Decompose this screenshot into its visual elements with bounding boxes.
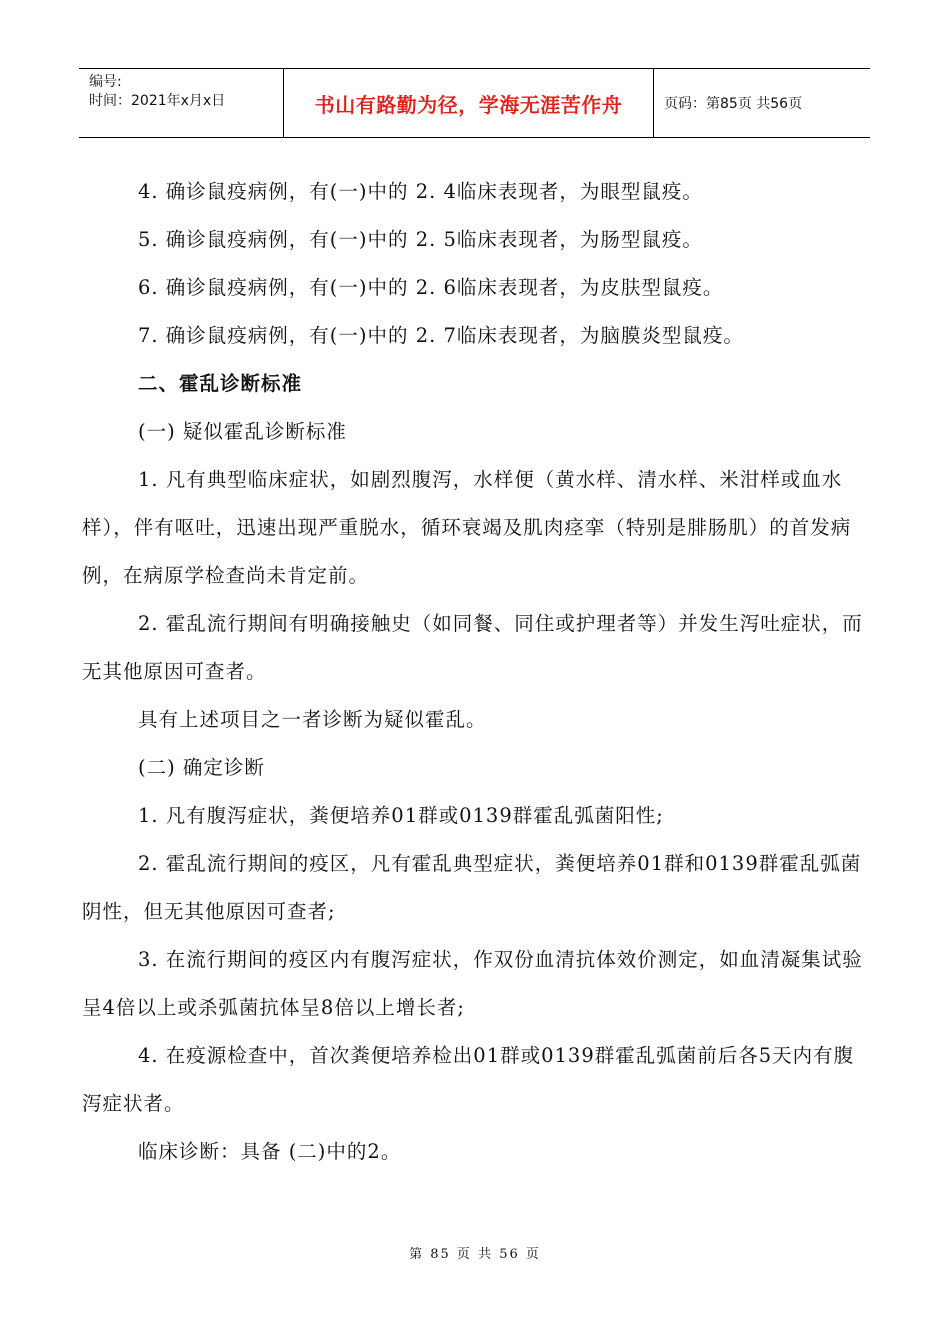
document-body <box>82 168 872 1176</box>
section-heading: 二、霍乱诊断标准 <box>138 372 303 395</box>
paragraph: 1. 凡有典型临床症状，如剧烈腹泻，水样便（黄水样、清水样、米泔样或血水样），伴有呕吐，迅速出现严重脱水，循环衰竭及肌肉痉挛（特别是腓肠肌）的首发病例，在病原学检查尚未肯定前。 <box>82 468 852 587</box>
paragraph: 4. 确诊鼠疫病例，有(一)中的 2. 4临床表现者，为眼型鼠疫。 <box>138 180 703 203</box>
paragraph: 2. 霍乱流行期间的疫区，凡有霍乱典型症状，粪便培养01群和0139群霍乱弧菌阴性，但无其他原因可查者; <box>82 852 862 923</box>
paragraph: 具有上述项目之一者诊断为疑似霍乱。 <box>138 708 487 731</box>
paragraph: 临床诊断：具备 (二)中的2。 <box>138 1140 402 1163</box>
header-page-info <box>654 69 870 137</box>
header-motto-cell <box>283 69 654 137</box>
paragraph: 6. 确诊鼠疫病例，有(一)中的 2. 6临床表现者，为皮肤型鼠疫。 <box>138 276 724 299</box>
document-header <box>79 68 870 138</box>
paragraph: 7. 确诊鼠疫病例，有(一)中的 2. 7临床表现者，为脑膜炎型鼠疫。 <box>138 324 744 347</box>
paragraph: 2. 霍乱流行期间有明确接触史（如同餐、同住或护理者等）并发生泻吐症状，而无其他原因可查者。 <box>82 612 863 683</box>
subsection-heading: (二) 确定诊断 <box>138 756 265 779</box>
header-meta <box>79 69 283 137</box>
subsection-heading: (一) 疑似霍乱诊断标准 <box>138 420 347 443</box>
page-info-text: 页码：第85页 共56页 <box>664 96 803 112</box>
paragraph: 4. 在疫源检查中，首次粪便培养检出01群或0139群霍乱弧菌前后各5天内有腹泻症状者。 <box>82 1044 855 1115</box>
paragraph: 5. 确诊鼠疫病例，有(一)中的 2. 5临床表现者，为肠型鼠疫。 <box>138 228 703 251</box>
paragraph: 1. 凡有腹泻症状，粪便培养01群或0139群霍乱弧菌阳性; <box>138 804 664 827</box>
time-label: 时间：2021年x月x日 <box>89 93 226 109</box>
page-footer: 第 85 页 共 56 页 <box>409 1247 541 1262</box>
motto-text: 书山有路勤为径，学海无涯苦作舟 <box>314 92 623 117</box>
number-label: 编号: <box>89 74 122 90</box>
paragraph: 3. 在流行期间的疫区内有腹泻症状，作双份血清抗体效价测定，如血清凝集试验呈4倍以上或杀弧菌抗体呈8倍以上增长者; <box>82 948 863 1019</box>
